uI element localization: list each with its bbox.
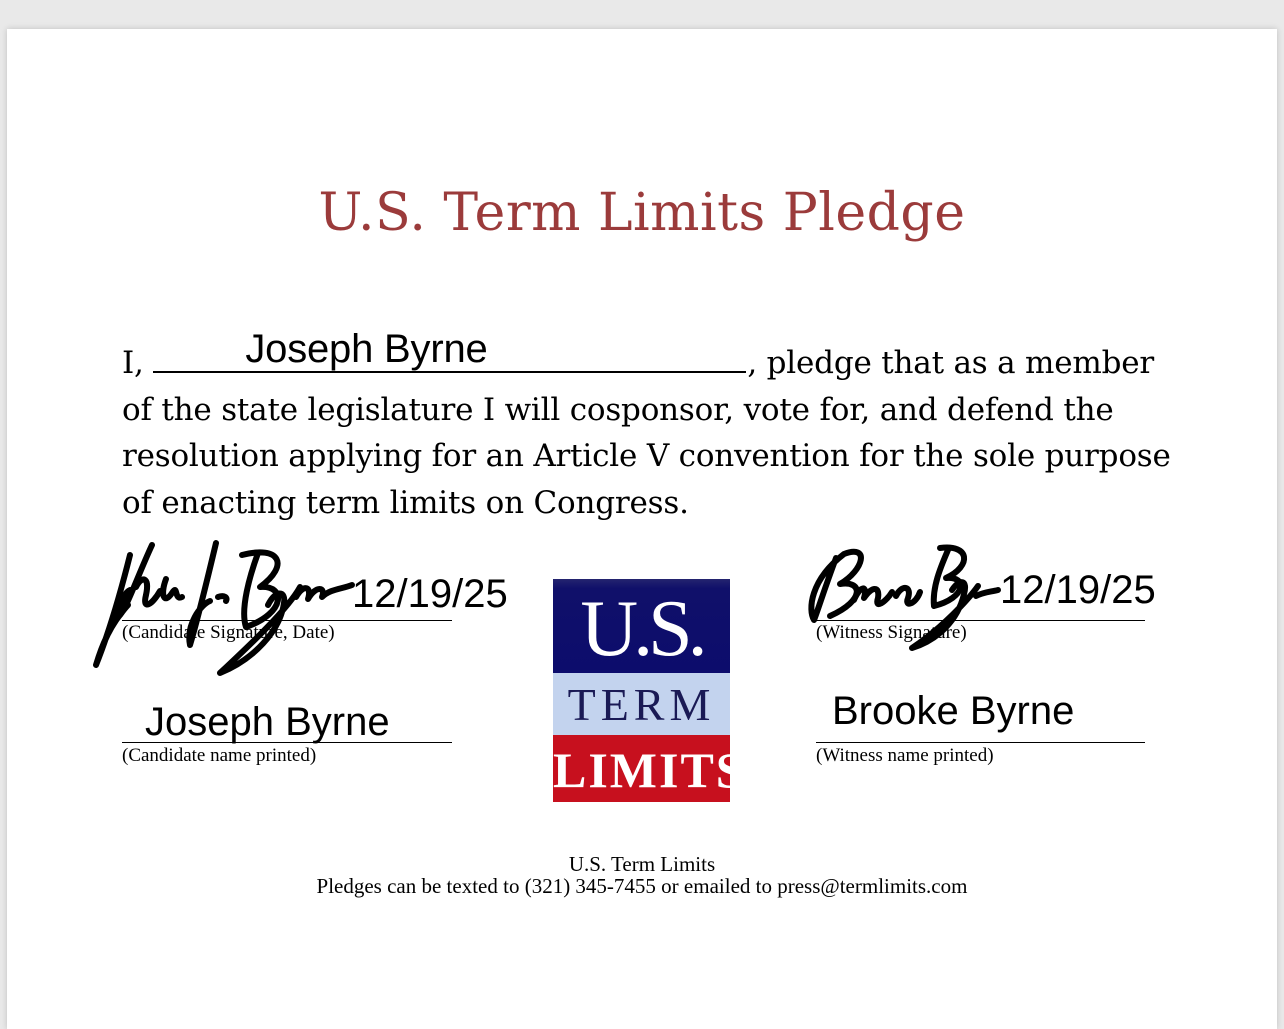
candidate-signature-date[interactable]: 12/19/25	[352, 572, 508, 616]
candidate-name-filled: Joseph Byrne	[245, 327, 488, 371]
witness-signature-date[interactable]: 12/19/25	[1000, 568, 1156, 612]
witness-signature	[800, 540, 1010, 660]
pledge-statement	[122, 327, 1172, 526]
candidate-name-blank[interactable]	[153, 327, 746, 373]
pledge-text: , pledge that as a member of the state legislature I will cosponsor, vote for, and defend the resolution applying for an Article V convention for the sole purpose of enacting term limits on Congress.	[122, 345, 1171, 521]
witness-name-printed-caption: (Witness name printed)	[816, 745, 994, 766]
witness-name-printed-value[interactable]: Brooke Byrne	[832, 689, 1075, 733]
witness-signature-caption: (Witness Signature)	[816, 622, 967, 643]
page-title: U.S. Term Limits Pledge	[318, 183, 966, 243]
logo-term-band: TERM	[553, 673, 730, 735]
logo-us-band: U.S.	[553, 579, 730, 673]
candidate-signature-caption: (Candidate Signature, Date)	[122, 622, 335, 643]
footer-contact: Pledges can be texted to (321) 345-7455 or emailed to press@termlimits.com	[316, 874, 968, 898]
candidate-name-printed-caption: (Candidate name printed)	[122, 745, 317, 766]
candidate-name-printed-value[interactable]: Joseph Byrne	[145, 700, 390, 744]
witness-name-printed-line[interactable]	[816, 742, 1145, 743]
footer-org: U.S. Term Limits	[568, 852, 716, 876]
us-term-limits-logo	[553, 579, 746, 802]
pledge-prefix: I,	[122, 345, 154, 381]
candidate-signature	[90, 535, 370, 685]
logo-limits-band: LIMITS	[553, 735, 730, 802]
candidate-name-printed-line[interactable]	[122, 742, 452, 743]
